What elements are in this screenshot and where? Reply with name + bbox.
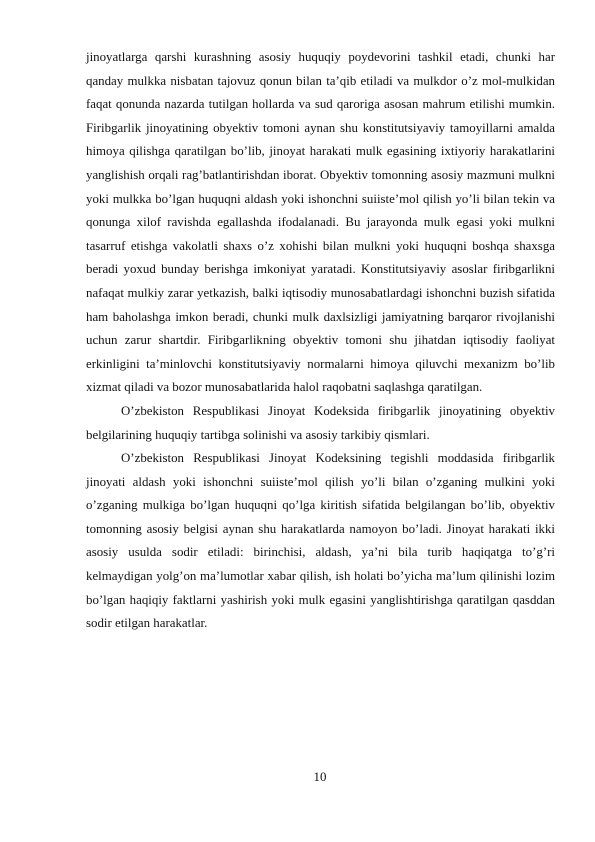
paragraph-continuation: jinoyatlarga qarshi kurashning asosiy huquqiy poydevorini tashkil etadi, chunki har qanday mulkka nisbatan tajovuz qonun bilan ta’qib etiladi va mulkdor o’z mol-mulkidan faqat qonunda nazarda tutilgan hollarda va sud qaroriga asosan mahrum etilishi mumkin. Firibgarlik jinoyatining obyektiv tomoni aynan shu konstitutsiyaviy tamoyillarni amalda himoya qilishga qaratilgan bo’lib, jinoyat harakati mulk egasining ixtiyoriy harakatlarini yanglishish orqali rag’batlantirishdan iborat. Obyektiv tomonning asosiy mazmuni mulkni yoki mulkka bo’lgan huquqni aldash yoki ishonchni suiiste’mol qilish yo’li bilan tekin va qonunga xilof ravishda egallashda ifodalanadi. Bu jarayonda mulk egasi yoki mulkni tasarruf etishga vakolatli shaxs o’z xohishi bilan mulkni yoki huquqni boshqa shaxsga beradi yoxud bunday berishga imkoniyat yaratadi. Konstitutsiyaviy asoslar firibgarlikni nafaqat mulkiy zarar yetkazish, balki iqtisodiy munosabatlardagi ishonchni buzish sifatida ham baholashga imkon beradi, chunki mulk daxlsizligi jamiyatning barqaror rivojlanishi uchun zarur shartdir. Firibgarlikning obyektiv tomoni shu jihatdan iqtisodiy faoliyat erkinligini ta’minlovchi konstitutsiyaviy normalarni himoya qiluvchi mexanizm bo’lib xizmat qiladi va bozor munosabatlarida halol raqobatni saqlashga qaratilgan. [86,50,555,395]
paragraph-body: O’zbekiston Respublikasi Jinoyat Kodeksining tegishli moddasida firibgarlik jinoyati aldash yoki ishonchni suiiste’mol qilish yo’li bilan o’zganing mulkini yoki o’zganing mulkiga bo’lgan huquqni qo’lga kiritish sifatida belgilangan bo’lib, obyektiv tomonning asosiy belgisi aynan shu harakatlarda namoyon bo’ladi. Jinoyat harakati ikki asosiy usulda sodir etiladi: birinchisi, aldash, ya’ni bila turib haqiqatga to’g’ri kelmaydigan yolg’on ma’lumotlar xabar qilish, ish holati bo’yicha ma’lum qilinishi lozim bo’lgan haqiqiy faktlarni yashirish yoki mulk egasini yanglishtirishga qaratilgan qasddan sodir etilgan harakatlar. [86,451,555,631]
document-body [86,46,555,636]
page-number: 10 [313,770,327,784]
paragraph-heading: O’zbekiston Respublikasi Jinoyat Kodeksida firibgarlik jinoyatining obyektiv belgilarining huquqiy tartibga solinishi va asosiy tarkibiy qismlari. [86,403,555,442]
